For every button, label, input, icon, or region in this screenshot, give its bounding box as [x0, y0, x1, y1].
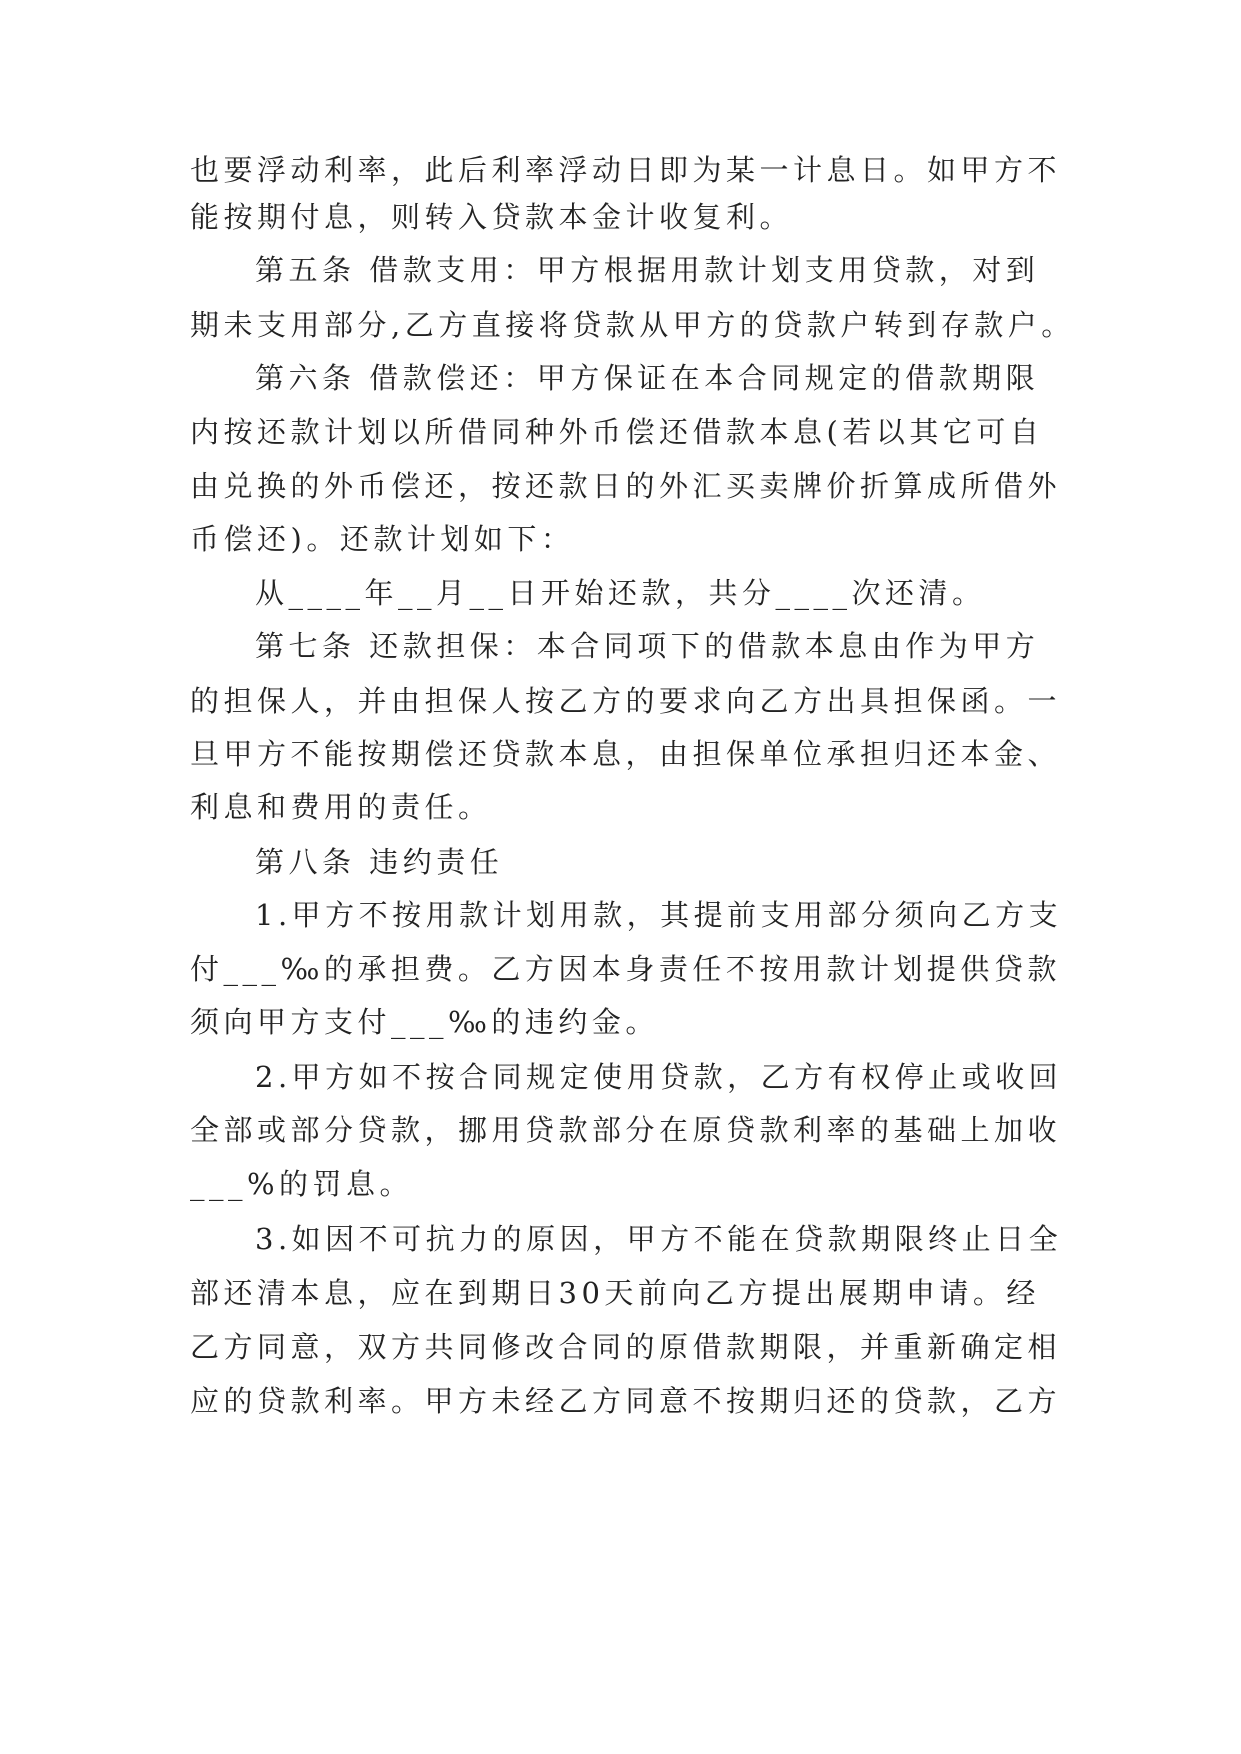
clause-3: 3.如因不可抗力的原因，甲方不能在贷款期限终止日全	[255, 1222, 1063, 1256]
text-line: 内按还款计划以所借同种外币偿还借款本息(若以其它可自	[190, 415, 1044, 449]
text-line: 也要浮动利率，此后利率浮动日即为某一计息日。如甲方不	[190, 153, 1062, 187]
clause-1: 1.甲方不按用款计划用款，其提前支用部分须向乙方支	[255, 898, 1063, 932]
repayment-plan-line: 从____年__月__日开始还款，共分____次还清。	[255, 576, 986, 610]
text-line: 应的贷款利率。甲方未经乙方同意不按期归还的贷款，乙方	[190, 1384, 1062, 1418]
text-line: 期未支用部分,乙方直接将贷款从甲方的贷款户转到存款户。	[190, 308, 1075, 342]
text-line: 须向甲方支付___‰的违约金。	[190, 1005, 659, 1039]
text-line: 部还清本息，应在到期日30天前向乙方提出展期申请。经	[190, 1276, 1040, 1310]
clause-2: 2.甲方如不按合同规定使用贷款，乙方有权停止或收回	[255, 1060, 1063, 1094]
text-line: 乙方同意，双方共同修改合同的原借款期限，并重新确定相	[190, 1330, 1062, 1364]
text-line: 能按期付息，则转入贷款本金计收复利。	[190, 200, 794, 234]
text-line: 由兑换的外币偿还，按还款日的外汇买卖牌价折算成所借外	[190, 469, 1062, 503]
text-line: 利息和费用的责任。	[190, 790, 492, 824]
text-line: ___%的罚息。	[190, 1167, 414, 1201]
text-line: 旦甲方不能按期偿还贷款本息，由担保单位承担归还本金、	[190, 737, 1062, 771]
article-7-heading: 第七条 还款担保：本合同项下的借款本息由作为甲方	[255, 629, 1040, 663]
article-8-heading: 第八条 违约责任	[255, 845, 504, 879]
text-line: 付___‰的承担费。乙方因本身责任不按用款计划提供贷款	[190, 952, 1061, 986]
text-line: 币偿还)。还款计划如下：	[190, 522, 575, 556]
article-6-heading: 第六条 借款偿还：甲方保证在本合同规定的借款期限	[255, 361, 1040, 395]
article-5-heading: 第五条 借款支用：甲方根据用款计划支用贷款，对到	[255, 253, 1040, 287]
text-line: 的担保人，并由担保人按乙方的要求向乙方出具担保函。一	[190, 684, 1062, 718]
text-line: 全部或部分贷款，挪用贷款部分在原贷款利率的基础上加收	[190, 1113, 1062, 1147]
